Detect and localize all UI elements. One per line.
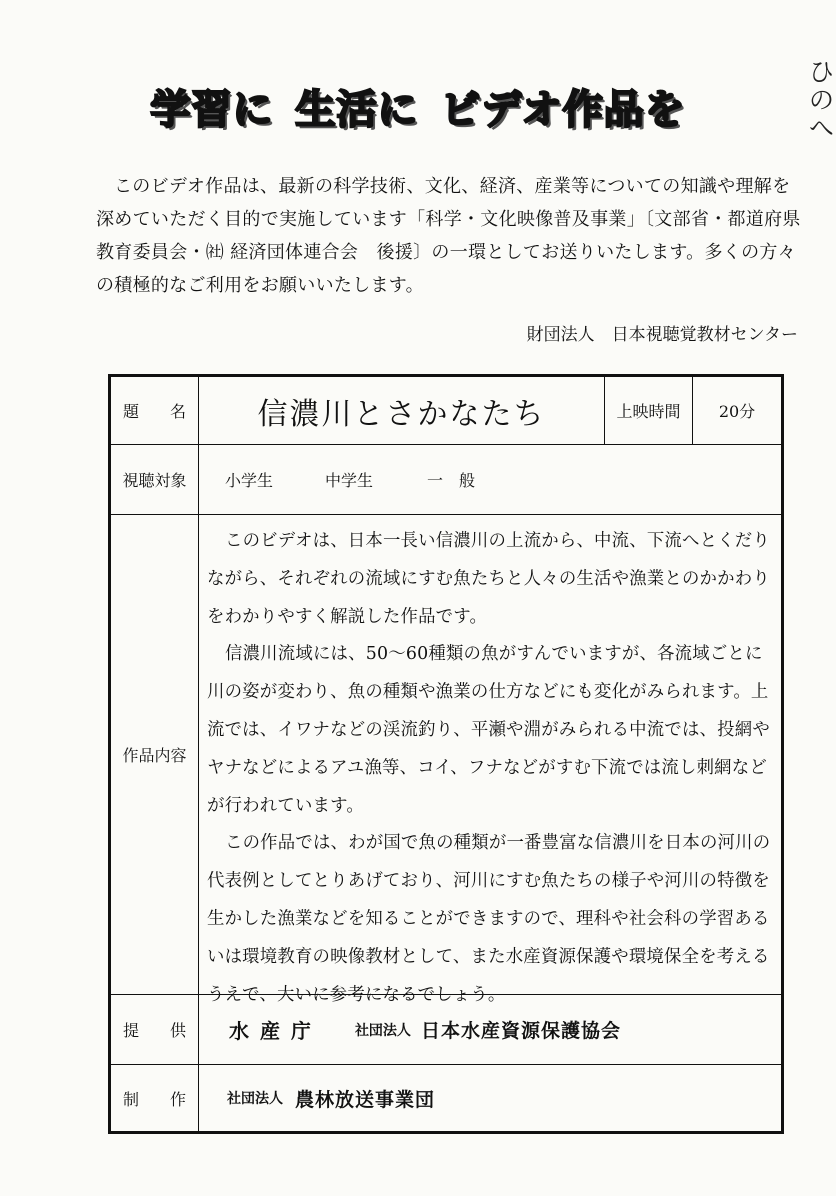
sponsor-row	[111, 995, 781, 1065]
producer-prefix: 社団法人	[227, 1091, 283, 1107]
content-text	[207, 523, 777, 1014]
page-title	[0, 78, 836, 135]
sponsor-label-char-2: 供	[169, 1021, 186, 1040]
producer-row	[111, 1065, 781, 1131]
producer-label-char-2: 作	[169, 1089, 186, 1109]
sponsor-2-prefix: 社団法人	[354, 1022, 411, 1039]
audience-label: 視聴対象	[111, 445, 199, 514]
runtime-label: 上映時間	[605, 377, 693, 444]
sponsor-label	[111, 995, 199, 1064]
sponsor-label-char-1: 提	[123, 1021, 140, 1040]
video-title-cell	[199, 377, 605, 444]
producer-name: 農林放送事業団	[295, 1088, 436, 1111]
content-paragraph: 信濃川流域には、50～60種類の魚がすんでいますが、各流域ごとに川の姿が変わり、魚の種類や漁業の仕方などにも変化がみられます。上流では、イワナなどの渓流釣り、平瀬や淵がみられる中流では、投網やヤナなどによるアユ漁等、コイ、フナなどがすむ下流では流し刺網などが行われています。	[207, 644, 770, 816]
intro-paragraph: このビデオ作品は、最新の科学技術、文化、経済、産業等についての知識や理解を深めていただく目的で実施しています「科学・文化映像普及事業」〔文部省・都道府県教育委員会・㈳ 経済団体連合会 後援〕の一環としてお送りいたします。多くの方々の積極的なご利用をお願いいたします。	[96, 176, 801, 296]
handwritten-note: ひのへ	[804, 58, 834, 142]
audience-general: 一 般	[427, 471, 476, 490]
title-label	[111, 377, 199, 444]
producer-label	[111, 1065, 199, 1131]
content-paragraph: この作品では、わが国で魚の種類が一番豊富な信濃川を日本の河川の代表例としてとりあげており、河川にすむ魚たちの様子や河川の特徴を生かした漁業などを知ることができますので、理科や社会科の学習あるいは環境教育の映像教材として、また水産資源保護や環境保全を考えるうえで、大いに参考になるでしょう。	[207, 833, 771, 1005]
title-label-char-1: 題	[123, 402, 140, 421]
producer-label-char-1: 制	[123, 1089, 140, 1109]
title-row	[111, 377, 781, 445]
audience-list	[199, 445, 781, 514]
title-part-3: ビデオ作品を	[440, 87, 686, 133]
video-title: 信濃川とさかなたち	[257, 396, 546, 432]
title-label-char-2: 名	[169, 402, 186, 421]
organization-name: 財団法人 日本視聴覚教材センター	[526, 325, 798, 345]
content-row	[111, 515, 781, 1005]
audience-elementary: 小学生	[225, 471, 274, 490]
title-part-2: 生活に	[295, 87, 419, 133]
sponsor-fisheries-agency: 水 産 庁	[229, 1019, 313, 1043]
audience-junior-high: 中学生	[325, 471, 374, 490]
runtime-value: 20分	[718, 402, 756, 421]
content-paragraph: このビデオは、日本一長い信濃川の上流から、中流、下流へとくだりながら、それぞれの流域にすむ魚たちと人々の生活や漁業とのかかわりをわかりやすく解説した作品です。	[207, 531, 770, 627]
sponsor-2-name: 日本水産資源保護協会	[420, 1020, 621, 1042]
info-table	[108, 374, 784, 1134]
producer-info	[199, 1065, 781, 1131]
audience-row	[111, 445, 781, 515]
content-label: 作品内容	[111, 515, 199, 994]
sponsor-list	[199, 995, 781, 1064]
title-part-1: 学習に	[150, 87, 274, 133]
